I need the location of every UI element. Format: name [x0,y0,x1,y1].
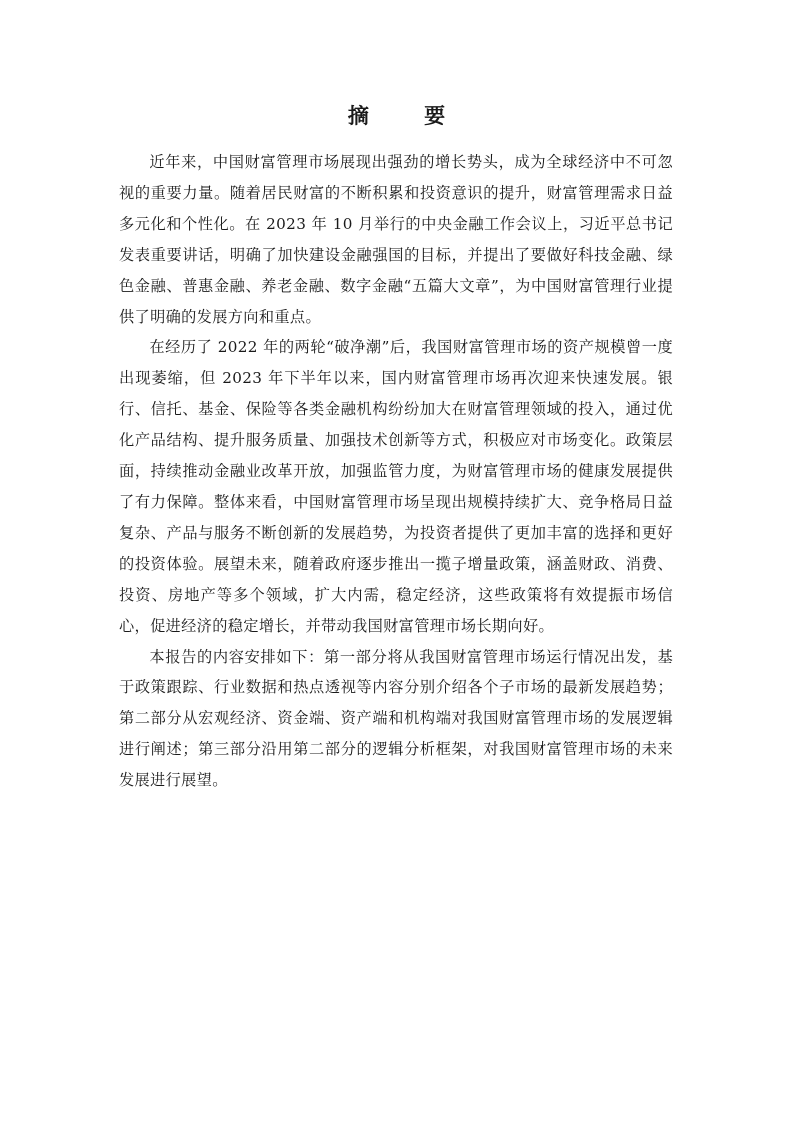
abstract-paragraph-3: 本报告的内容安排如下：第一部分将从我国财富管理市场运行情况出发，基于政策跟踪、行业数据和热点透视等内容分别介绍各个子市场的最新发展趋势；第二部分从宏观经济、资金端、资产端和机构端对我国财富管理市场的发展逻辑进行阐述；第三部分沿用第二部分的逻辑分析框架，对我国财富管理市场的未来发展进行展望。 [119,647,673,790]
page-title: 摘 要 [347,104,470,128]
abstract-paragraph-1: 近年来，中国财富管理市场展现出强劲的增长势头，成为全球经济中不可忽视的重要力量。随着居民财富的不断积累和投资意识的提升，财富管理需求日益多元化和个性化。在 2023 年 10 月举行的中央金融工作会议上，习近平总书记发表重要讲话，明确了加快建设金融强国的目标，并提出了要做好科技金融、绿色金融、普惠金融、养老金融、数字金融“五篇大文章”，为中国财富管理行业提供了明确的发展方向和重点。 [119,153,673,326]
abstract-body [119,147,673,796]
abstract-paragraph-2: 在经历了 2022 年的两轮“破净潮”后，我国财富管理市场的资产规模曾一度出现萎缩，但 2023 年下半年以来，国内财富管理市场再次迎来快速发展。银行、信托、基金、保险等各类金融机构纷纷加大在财富管理领域的投入，通过优化产品结构、提升服务质量、加强技术创新等方式，积极应对市场变化。政策层面，持续推动金融业改革开放，加强监管力度，为财富管理市场的健康发展提供了有力保障。整体来看，中国财富管理市场呈现出规模持续扩大、竞争格局日益复杂、产品与服务不断创新的发展趋势，为投资者提供了更加丰富的选择和更好的投资体验。展望未来，随着政府逐步推出一揽子增量政策，涵盖财政、消费、投资、房地产等多个领域，扩大内需，稳定经济，这些政策将有效提振市场信心，促进经济的稳定增长，并带动我国财富管理市场长期向好。 [119,338,673,635]
